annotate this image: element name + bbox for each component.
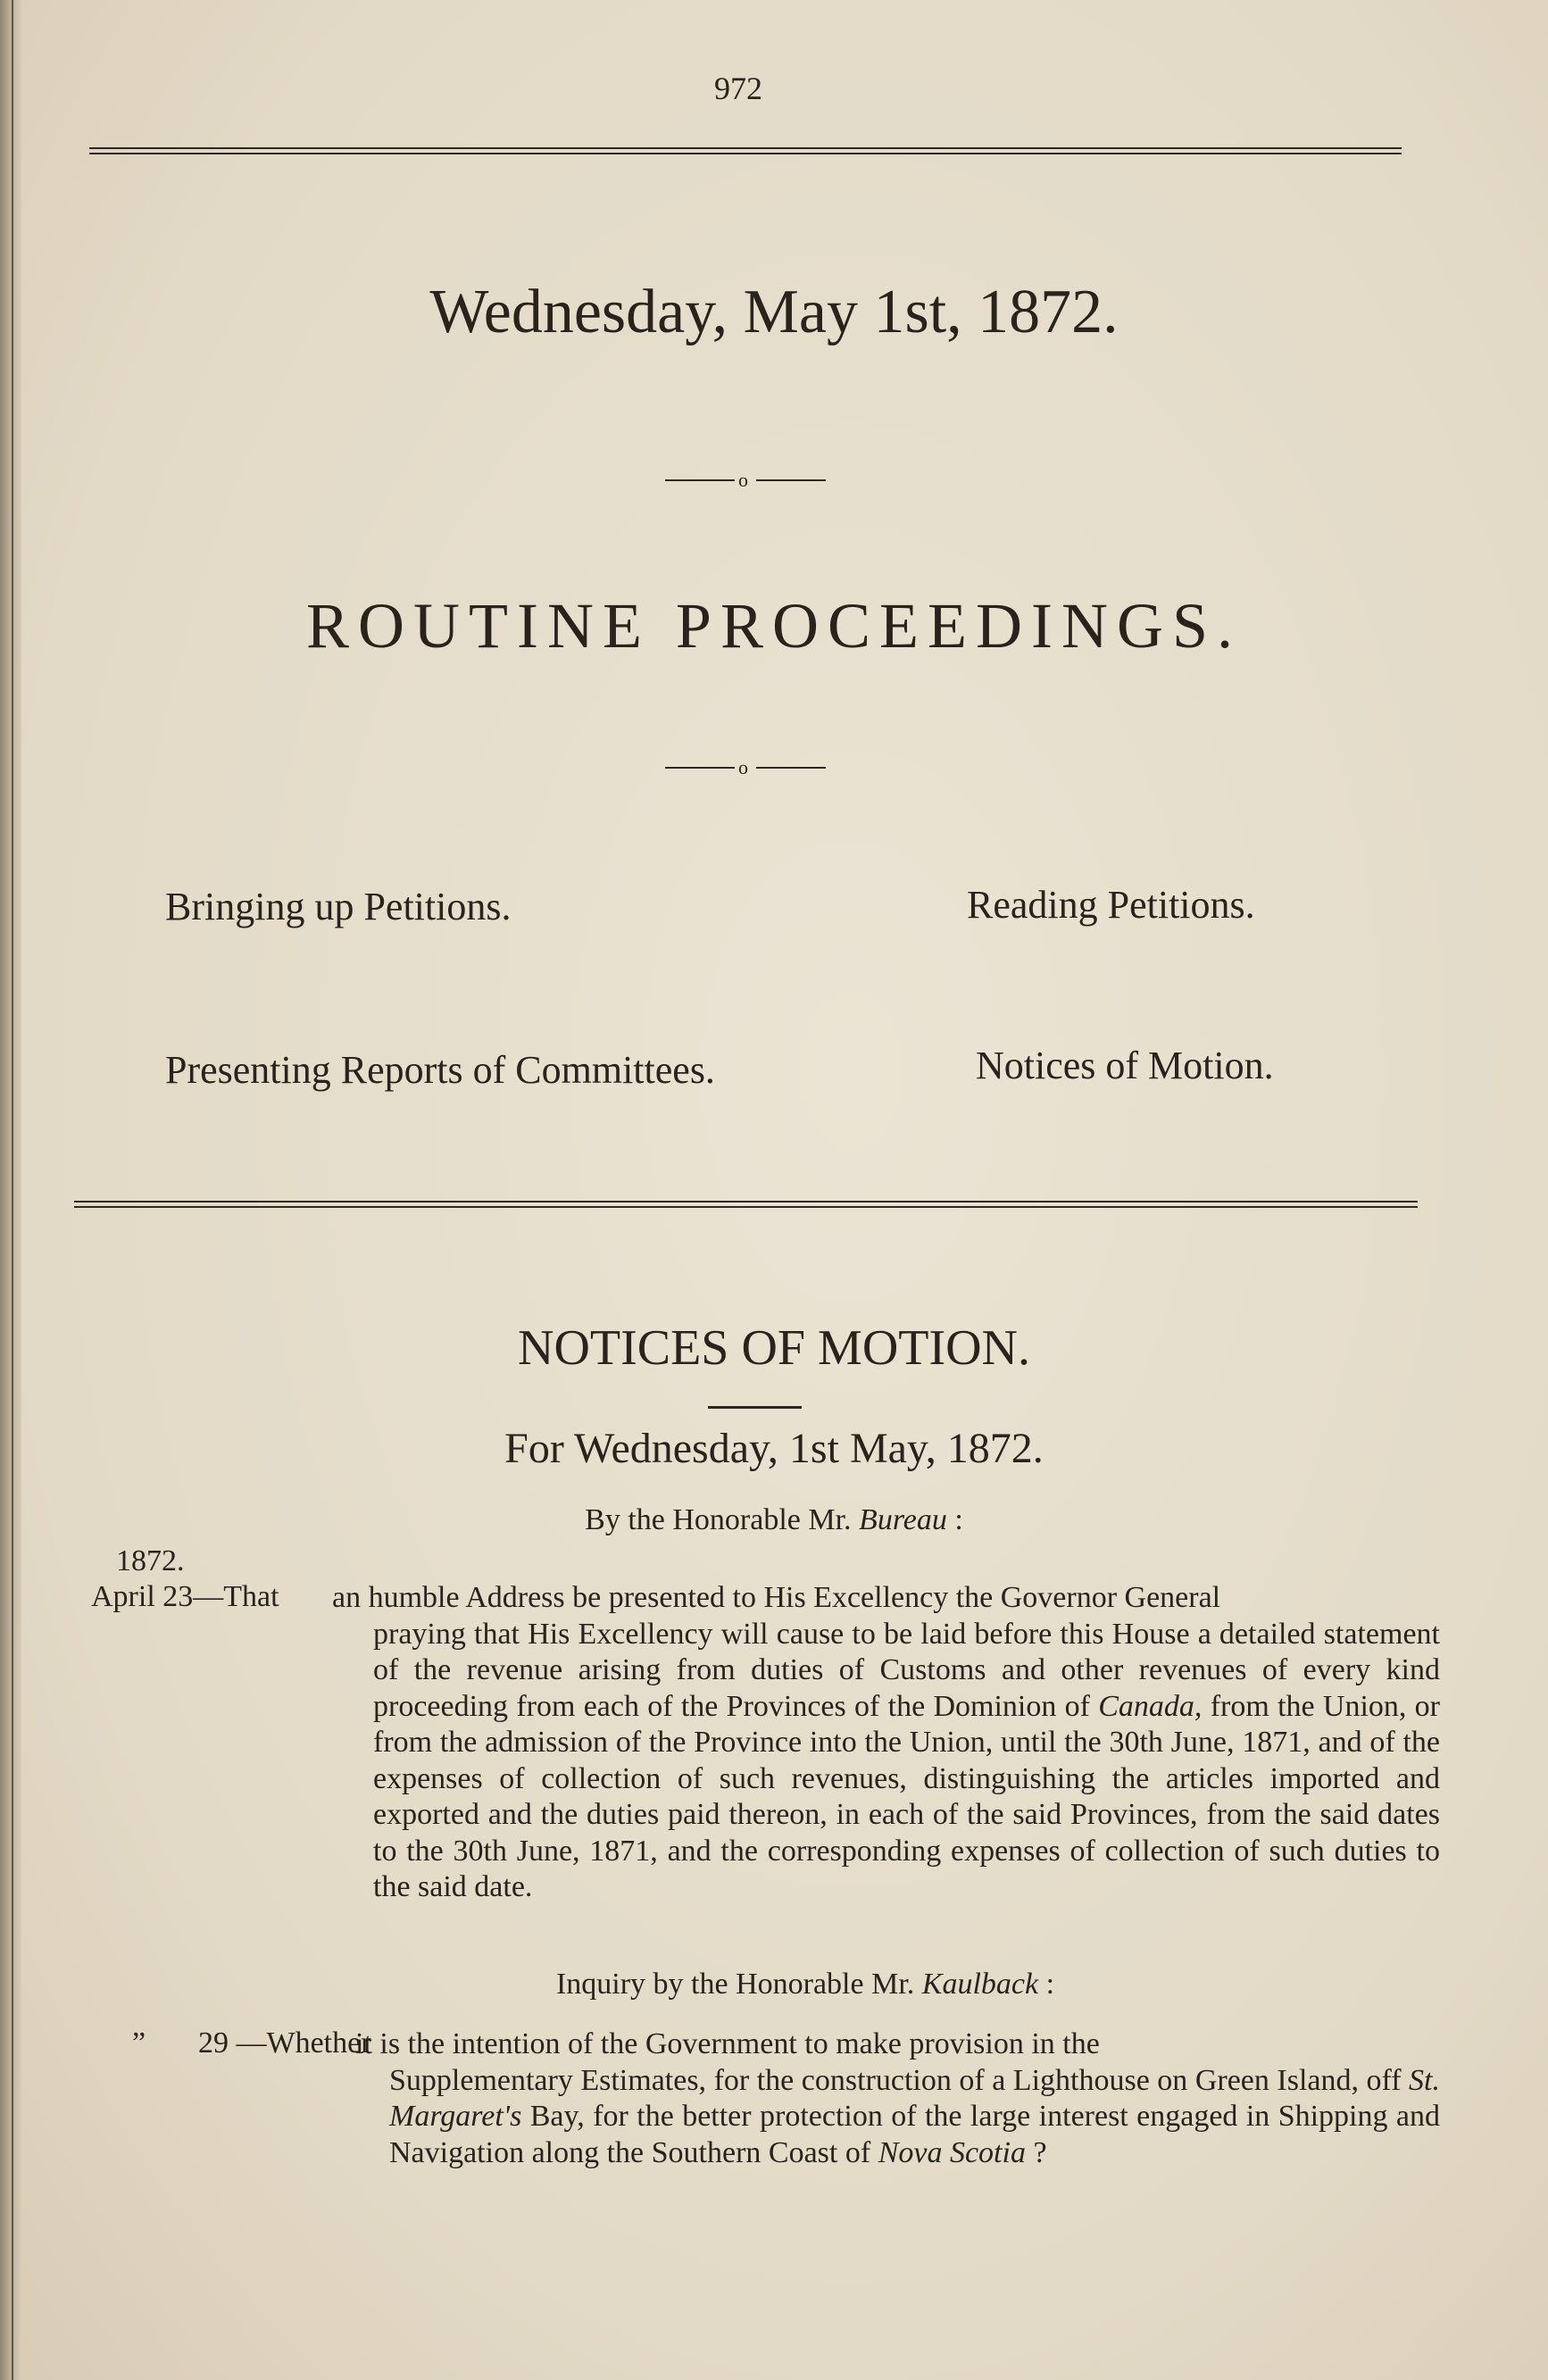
inquiry-text-first-line: it is the intention of the Government to make provision in the: [355, 2027, 1100, 2060]
ornament-divider: [665, 471, 826, 489]
routine-item: Reading Petitions.: [967, 883, 1255, 927]
section-title: ROUTINE PROCEEDINGS.: [305, 590, 1242, 662]
heading-underline: [708, 1406, 802, 1409]
ornament-divider: [665, 756, 826, 778]
notices-heading: NOTICES OF MOTION.: [518, 1320, 1030, 1376]
ornament-circle: o: [738, 756, 748, 778]
motion-mover: [0, 1503, 1548, 1537]
routine-item: Bringing up Petitions.: [165, 885, 512, 928]
motion-text: [332, 1580, 1440, 1906]
inquiry-end: ?: [1025, 2135, 1047, 2169]
section-double-rule: [74, 1201, 1418, 1208]
mover-prefix: By the Honorable Mr.: [585, 1503, 852, 1536]
mover-suffix: :: [1038, 1968, 1055, 2001]
spine-edge-line: [12, 0, 13, 2380]
ornament-circle: o: [738, 469, 748, 491]
notices-date: For Wednesday, 1st May, 1872.: [504, 1425, 1044, 1472]
routine-item: Presenting Reports of Committees.: [165, 1048, 715, 1092]
inquiry-date: 29 —Whether: [198, 2026, 371, 2060]
ornament-line: [665, 767, 735, 769]
mover-name: Kaulback: [921, 1968, 1039, 2001]
year-label: 1872.: [116, 1544, 185, 1577]
inquiry-mover: [0, 1968, 1548, 2001]
place-name: Canada,: [1098, 1689, 1203, 1723]
inquiry-text: [355, 2026, 1441, 2171]
place-name: St. Margaret's: [389, 2063, 1440, 2133]
ornament-line: [756, 767, 826, 769]
routine-item: Notices of Motion.: [976, 1044, 1274, 1087]
motion-text-body: praying that His Excellency will cause to be laid before this House a detailed statement of the revenue arising from duties of Customs and other revenues of every kind proceeding from each of the Provinces of the Dominion of: [373, 1617, 1440, 1723]
date-title: Wednesday, May 1st, 1872.: [429, 278, 1119, 346]
mover-suffix: :: [946, 1503, 963, 1536]
ornament-line: [665, 479, 735, 481]
motion-text-body: from the Union, or from the admission of the Province into the Union, until the 30th June, 1871, and of the expenses of collection of such revenues, distinguishing the articles imported and exported and the duties paid thereon, in each of the said Provinces, from the said dates to the 30th June, 1871, and the corresponding expenses of collection of such duties to the said date.: [373, 1689, 1440, 1903]
place-name: Nova Scotia: [878, 2135, 1026, 2169]
ditto-mark: ”: [132, 2026, 146, 2060]
mover-name: Bureau: [859, 1503, 947, 1536]
inquiry-text-body: Bay, for the better protection of the large interest engaged in Shipping and Navigation along the Southern Coast of: [389, 2100, 1441, 2169]
mover-prefix: Inquiry by the Honorable Mr.: [555, 1968, 915, 2001]
motion-date: April 23—That: [91, 1580, 279, 1613]
ornament-line: [756, 479, 826, 481]
page-number: 972: [714, 71, 762, 106]
header-double-rule: [89, 147, 1402, 154]
inquiry-text-body: Supplementary Estimates, for the construction of a Lighthouse on Green Island, off: [389, 2063, 1402, 2097]
motion-text-first-line: an humble Address be presented to His Excellency the Governor General: [332, 1581, 1221, 1614]
book-spine: [0, 0, 21, 2380]
